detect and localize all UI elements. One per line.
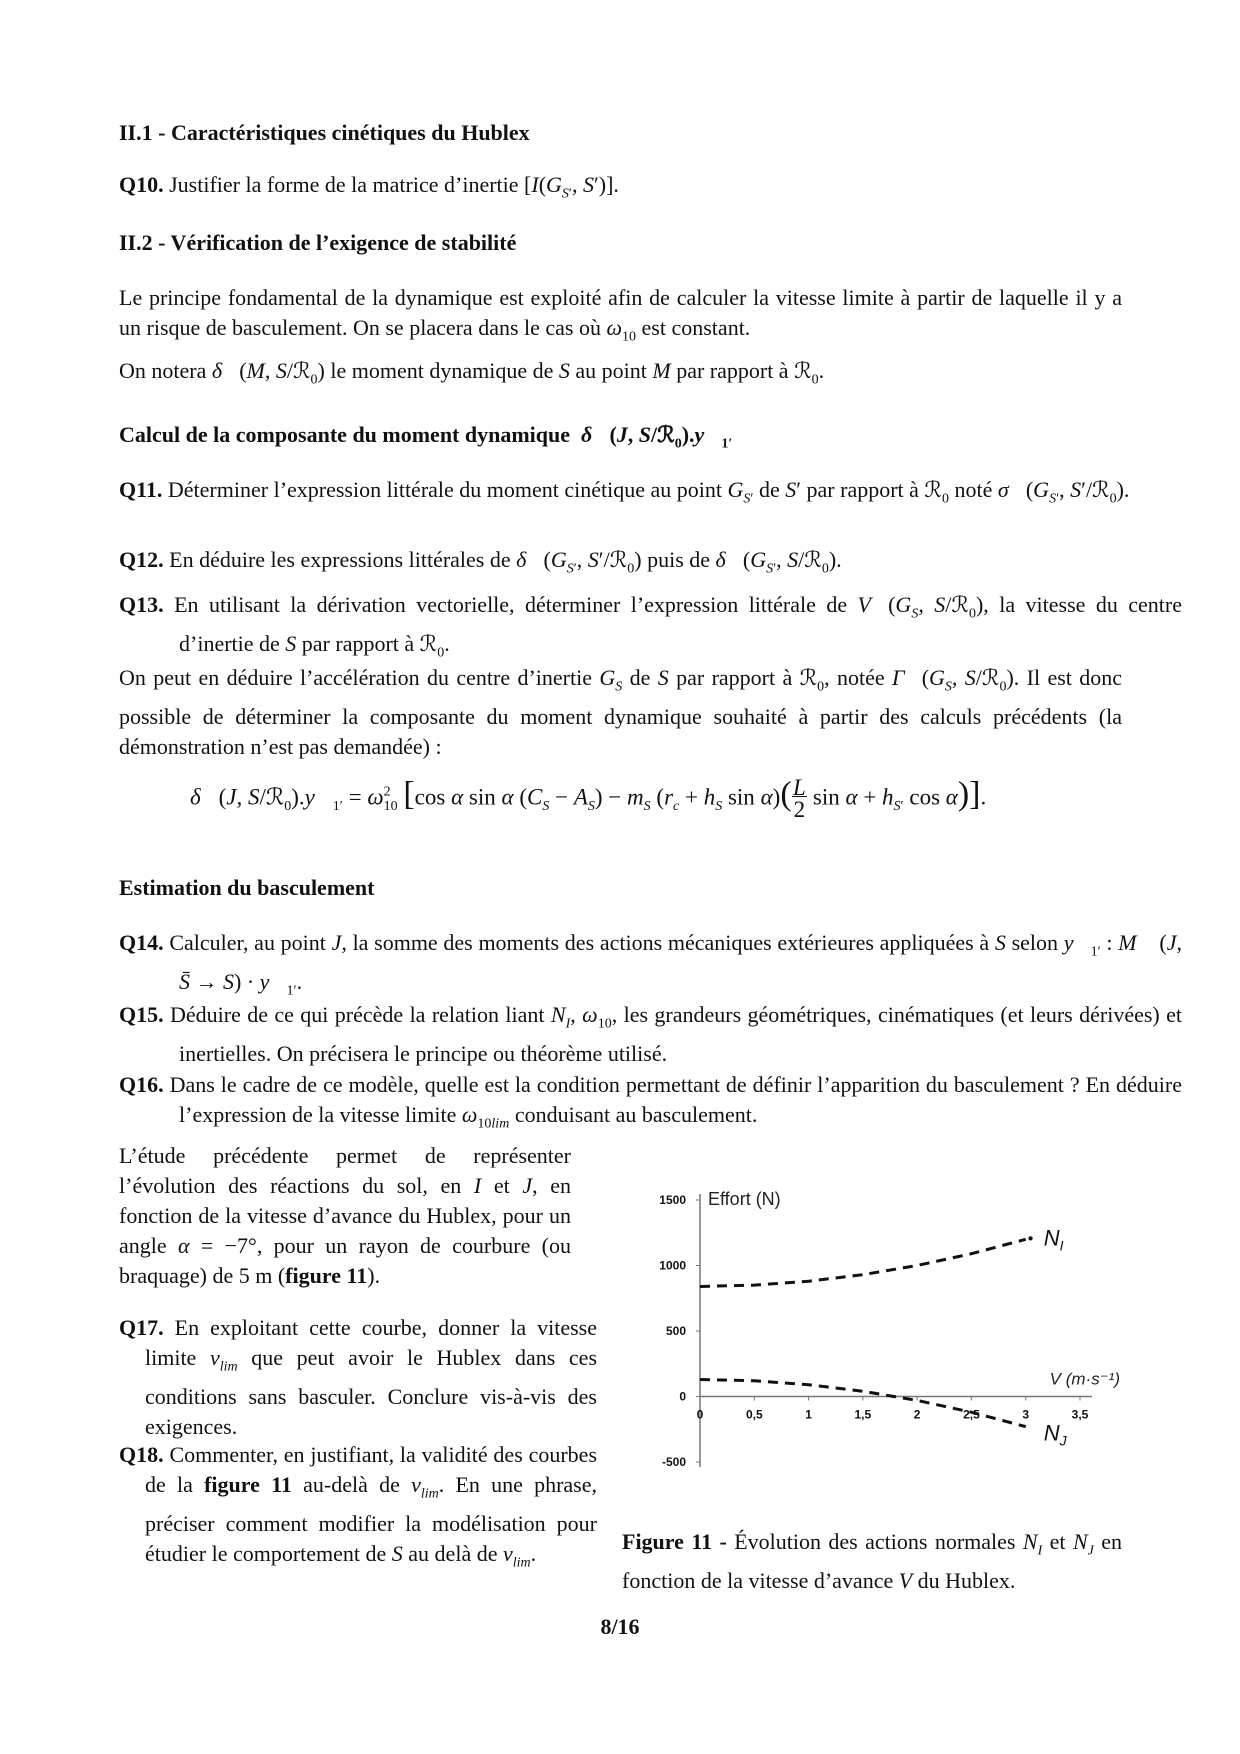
question-q15: Q15. Déduire de ce qui précède la relation liant $N_I$, $\omega_{10}$, les grandeurs géométriques, cinématiques (et leurs dérivées) et inertielles. On précisera le principe ou théorème utilisé. <box>119 1002 1183 1067</box>
y-tick-label: 1500 <box>659 1193 686 1207</box>
question-q16: Q16. Dans le cadre de ce modèle, quelle est la condition permettant de définir l’apparition du basculement ? En déduire l’expression de la vitesse limite $\omega_{10lim}$ conduisant au basculement. <box>119 1072 1182 1132</box>
x-tick-label: 1,5 <box>854 1407 872 1422</box>
series-label: $N_I$ <box>1043 1225 1064 1254</box>
figure-11-chart <box>640 1180 1120 1480</box>
series-label: $N_J$ <box>1043 1420 1067 1449</box>
x-tick-label: 1 <box>805 1407 812 1422</box>
section-title-kinetics: II.1 - Caractéristiques cinétiques du Hublex <box>119 120 530 145</box>
x-axis-label: V (m·s⁻¹) <box>1049 1369 1120 1389</box>
question-q13: Q13. En utilisant la dérivation vectorielle, déterminer l’expression littérale de $V⃗(G_S$, S/ℛ$_0$), la vitesse du centre d’inertie de S par rapport à ℛ$_0$. <box>119 592 1183 661</box>
question-q14: Q14. Calculer, au point J, la somme des moments des actions mécaniques extérieures appliquées à S selon $y⃗_{1'}$ : M⃗ (J, S̄ → $S) \cdot y⃗_{1'}$. <box>119 930 1182 999</box>
curve-intro-paragraph: L’étude précédente permet de représenter l’évolution des réactions du sol, en I et J, en fonction de la vitesse d’avance du Hublex, pour un angle α = −7°, pour un rayon de courbure (ou braquage) de 5 m (figure 11). <box>119 1143 571 1288</box>
x-tick-label: 3 <box>1022 1407 1030 1422</box>
chart-svg <box>640 1180 1120 1480</box>
intro-paragraph: Le principe fondamental de la dynamique est exploité afin de calculer la vitesse limite à partir de laquelle il y a un risque de basculement. On se placera dans le cas où $\omega_{10}$ est constant. <box>119 285 1122 345</box>
x-tick-label: 3,5 <box>1071 1407 1089 1422</box>
x-tick-label: 0,5 <box>745 1407 763 1422</box>
y-tick-label: -500 <box>661 1455 686 1469</box>
x-tick-label: 0 <box>696 1407 704 1422</box>
y-tick-label: 0 <box>679 1389 686 1404</box>
intro-notation: On notera δ⃗(M, S/ℛ$_0$) le moment dynamique de S au point M par rapport à ℛ$_0$. <box>119 358 825 388</box>
x-tick-label: 2,5 <box>963 1407 980 1422</box>
series-line-n-i <box>700 1239 1026 1286</box>
figure-11-caption: Figure 11 - Évolution des actions normales $N_I$ et $N_J$ en fonction de la vitesse d’avance V du Hublex. <box>622 1529 1123 1594</box>
question-q10: Q10. Justifier la forme de la matrice d’inertie [$I(G_{S'}$, S′)]. <box>119 172 619 202</box>
x-tick-label: 2 <box>913 1407 921 1422</box>
dynamic-moment-formula: δ⃗(J, $S/ℛ_0).y⃗_{1'} = \omega^2_{10}$ [cos α sin α $(C_S - A_S) - m_S$ ($r_c + h_S$ $\sin \alpha)(\frac{L}{2}$ $\sin \alpha + h_{S'}$ cos α)]. <box>190 775 987 822</box>
acceleration-paragraph: On peut en déduire l’accélération du centre d’inertie $G_S$ de S par rapport à ℛ$_0$, notée $\Gamma⃗(G_S$, S/ℛ$_0$). Il est donc possible de déterminer la composante du moment dynamique souhaité à partir des calculs précédents (la démonstration n’est pas demandée) : <box>119 665 1123 760</box>
question-q17: Q17. En exploitant cette courbe, donner la vitesse limite $v_{lim}$ que peut avoir le Hublex dans ces conditions sans basculer. Conclure vis-à-vis des exigences. <box>119 1315 597 1440</box>
question-q18: Q18. Commenter, en justifiant, la validité des courbes de la figure 11 au-delà de $v_{lim}$. En une phrase, préciser comment modifier la modélisation pour étudier le comportement de S au delà de $v_{lim}$. <box>119 1442 597 1571</box>
question-q12: Q12. En déduire les expressions littérales de $\delta⃗(G_{S'}$, S′/ℛ$_0$) puis de $\delta⃗(G_{S'}$, S/ℛ$_0$). <box>119 547 842 577</box>
section-title-stability: II.2 - Vérification de l’exigence de stabilité <box>119 230 517 255</box>
question-q11: Q11. Déterminer l’expression littérale du moment cinétique au point $G_{S'}$ de S′ par rapport à ℛ$_0$ noté $\sigma⃗(G_{S'}$, S′/ℛ$_0$). <box>119 477 1130 507</box>
subsection-title-tipping: Estimation du basculement <box>119 875 375 900</box>
y-tick-label: 500 <box>665 1324 686 1338</box>
y-tick-label: 1000 <box>659 1258 686 1273</box>
y-axis-label: Effort (N) <box>708 1189 781 1209</box>
series-marker-dot: • <box>1027 1230 1034 1248</box>
subsection-title-dynamic-moment: Calcul de la composante du moment dynamique δ⃗(J, $S/ℛ_0).y⃗_{1'}$ <box>119 422 733 452</box>
page-number: 8/16 <box>600 1614 640 1639</box>
